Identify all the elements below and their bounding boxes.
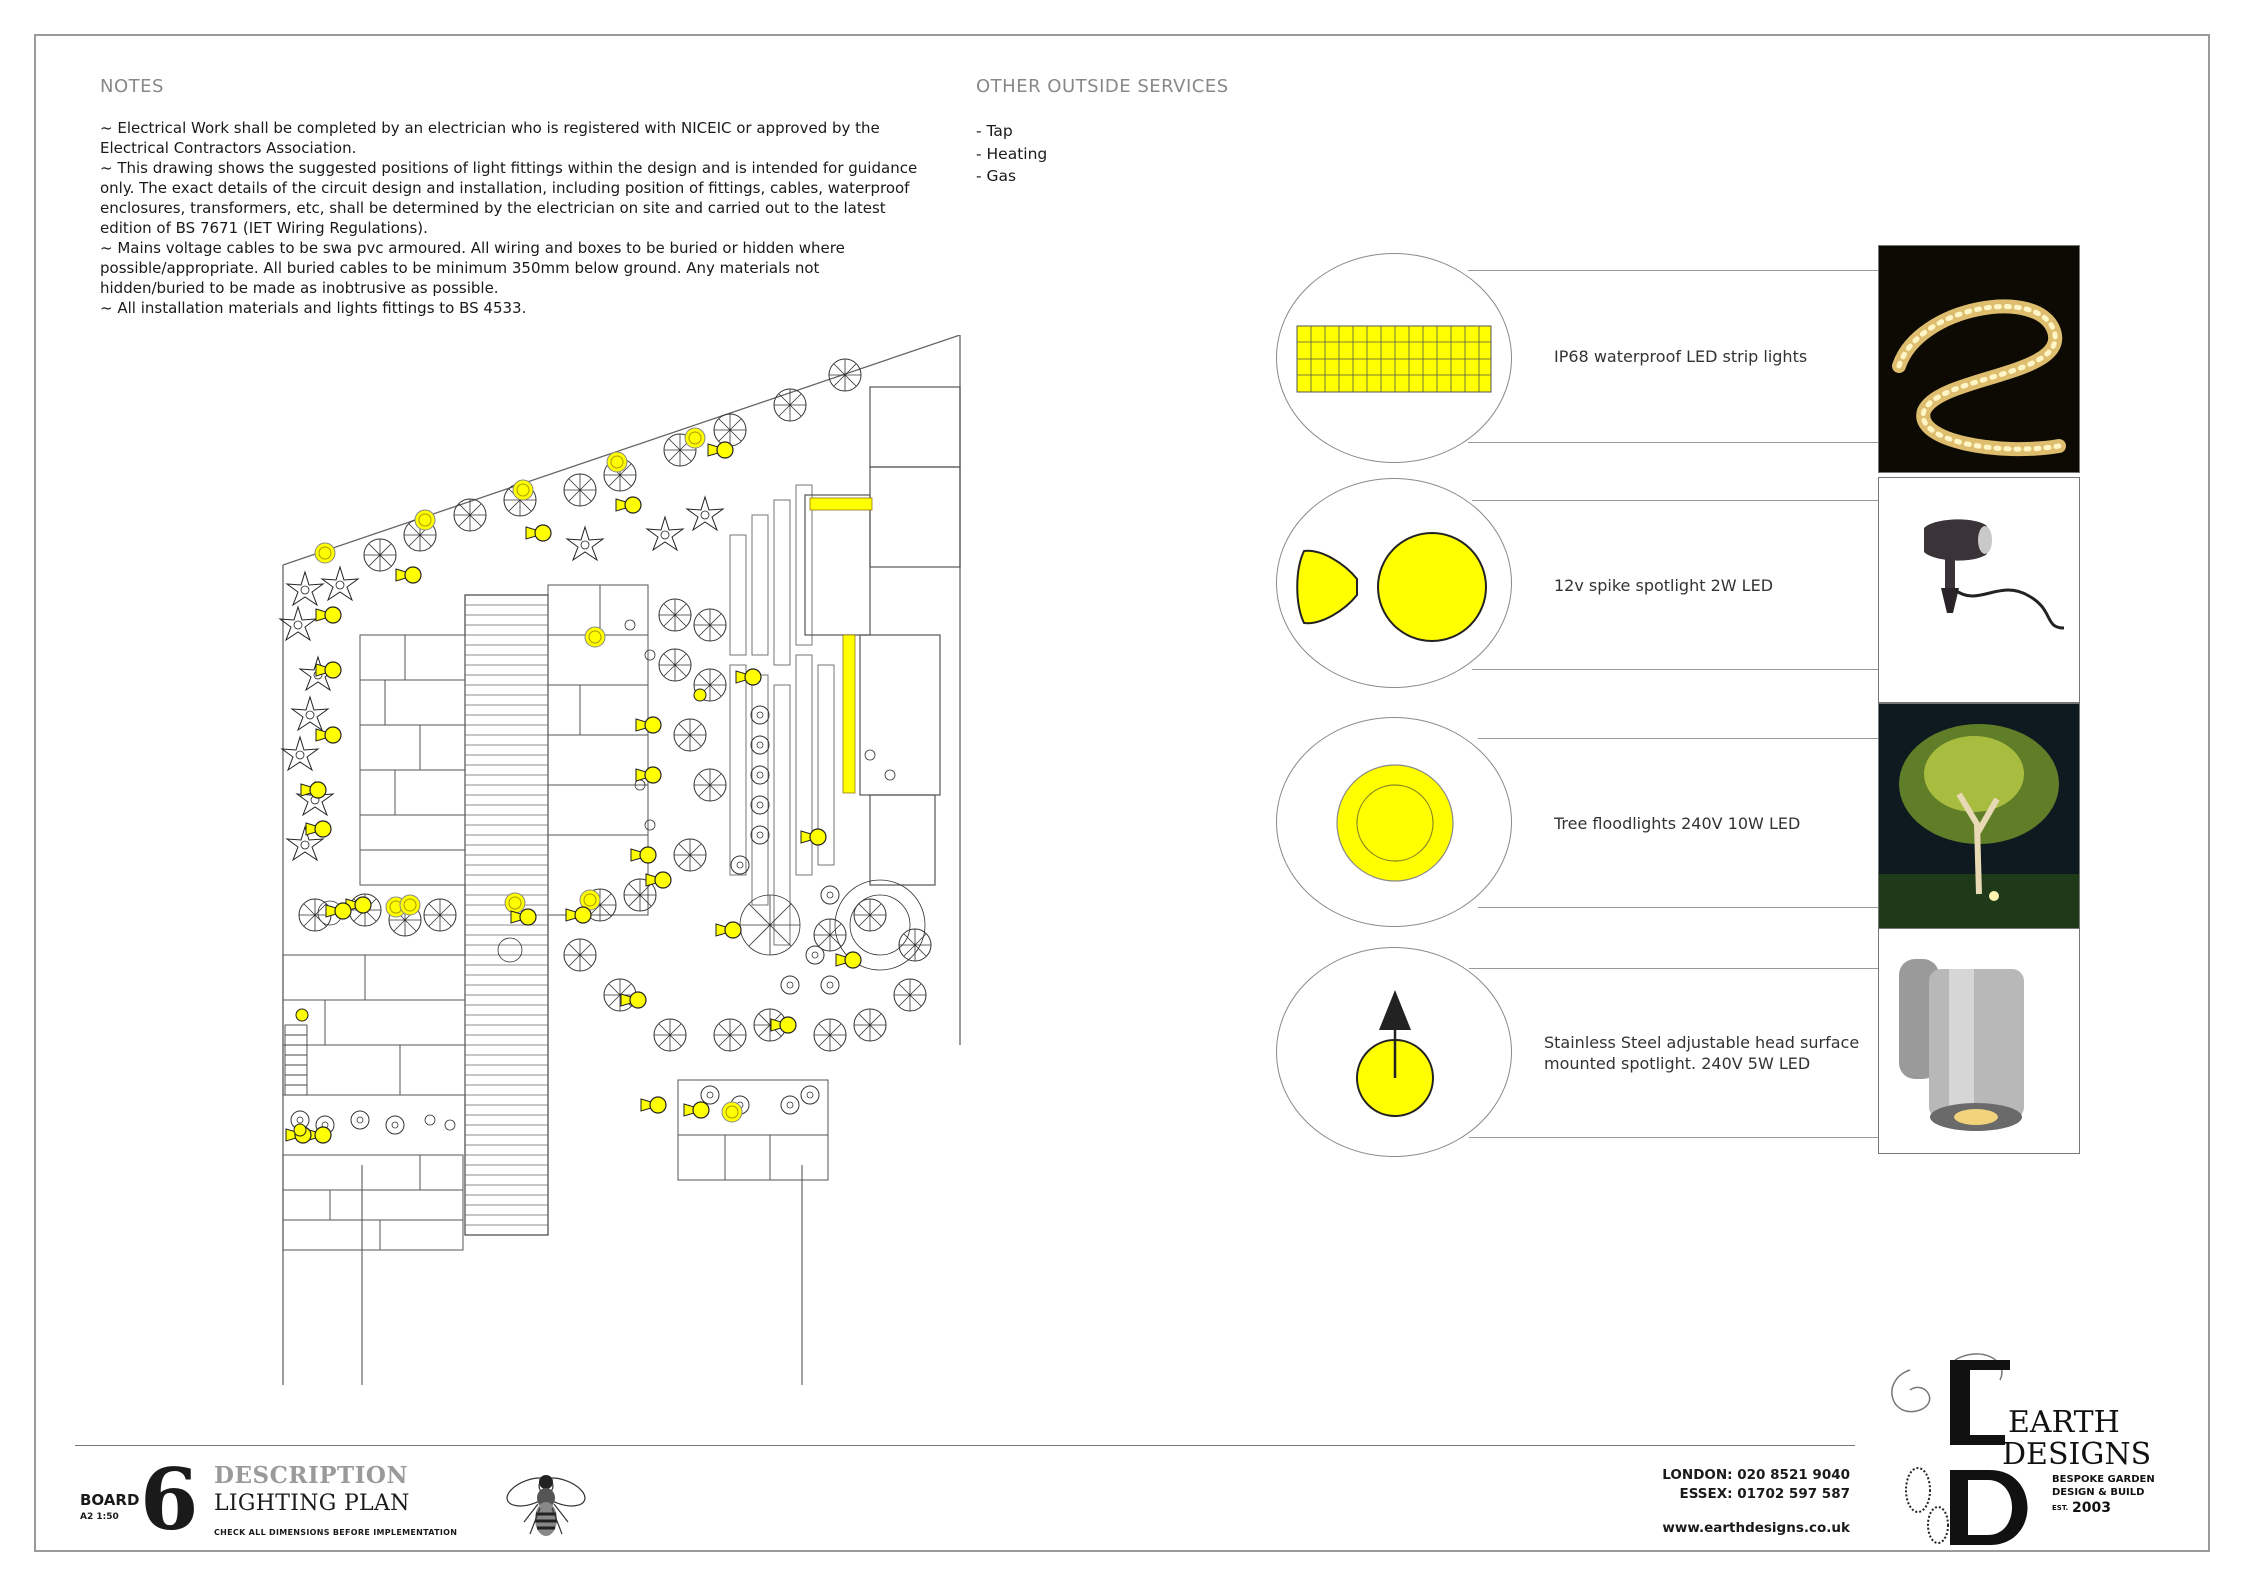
- garden-lighting-plan: [270, 335, 970, 1395]
- note-standards: ~ All installation materials and lights fittings to BS 4533.: [100, 299, 527, 317]
- service-gas: - Gas: [976, 167, 1017, 185]
- board-scale: A2 1:50: [80, 1512, 119, 1522]
- legend-line: [1468, 270, 1878, 271]
- earth-designs-logo: [1880, 1340, 2180, 1550]
- essex-phone: ESSEX: 01702 597 587: [1679, 1486, 1850, 1502]
- board-number: 6: [140, 1450, 199, 1549]
- note-cables: ~ Mains voltage cables to be swa pvc armoured. All wiring and boxes to be buried or hidden where possible/appropriate. All buried cables to be minimum 350mm below ground. Any materials not hidden/buried to be made as inobtrusive as possible.: [100, 239, 845, 297]
- led-strip-symbol-icon: [1276, 253, 1512, 463]
- logo-tag1: BESPOKE GARDEN: [2052, 1474, 2155, 1485]
- logo-designs: DESIGNS: [2002, 1437, 2152, 1472]
- legend-line: [1469, 1137, 1878, 1138]
- other-services-title: OTHER OUTSIDE SERVICES: [976, 76, 1229, 97]
- spike-spotlight-symbol-icon: [1276, 478, 1512, 688]
- legend-label: Stainless Steel adjustable head surface mounted spotlight. 240V 5W LED: [1544, 1033, 1860, 1073]
- legend-line: [1472, 500, 1878, 501]
- footprints-icon: [1906, 1468, 1948, 1543]
- legend-wall-spotlight: [1276, 947, 2081, 1157]
- london-phone: LONDON: 020 8521 9040: [1662, 1467, 1850, 1483]
- note-electrician: ~ Electrical Work shall be completed by an electrician who is registered with NICEIC or approved by the Electrical Contractors Association.: [100, 119, 880, 157]
- legend-line: [1478, 907, 1878, 908]
- description-heading: DESCRIPTION: [214, 1462, 408, 1489]
- spike-spotlight-photo: [1878, 477, 2080, 703]
- board-label: BOARD: [80, 1491, 140, 1509]
- other-services-list: [976, 120, 1047, 188]
- check-dimensions-note: CHECK ALL DIMENSIONS BEFORE IMPLEMENTATION: [214, 1528, 458, 1537]
- led-strip-photo: [1878, 245, 2080, 473]
- legend-line: [1468, 442, 1878, 443]
- tree-floodlight-photo: [1878, 703, 2080, 931]
- logo-est: EST.: [2052, 1504, 2069, 1512]
- service-tap: - Tap: [976, 122, 1013, 140]
- footer-rule: [75, 1445, 1855, 1446]
- logo-tag2: DESIGN & BUILD: [2052, 1487, 2145, 1498]
- legend-spike-spotlight: [1276, 477, 2081, 687]
- legend-led-strip: [1276, 249, 2081, 475]
- legend-label: IP68 waterproof LED strip lights: [1554, 347, 1808, 366]
- logo-year: 2003: [2072, 1500, 2111, 1516]
- legend-line: [1478, 738, 1878, 739]
- description-value: LIGHTING PLAN: [214, 1491, 410, 1516]
- bee-icon: [500, 1464, 592, 1542]
- notes-title: NOTES: [100, 76, 164, 97]
- website-link[interactable]: www.earthdesigns.co.uk: [1662, 1520, 1850, 1536]
- legend-tree-floodlight: [1276, 717, 2081, 943]
- legend-label: 12v spike spotlight 2W LED: [1554, 576, 1774, 595]
- wall-spotlight-symbol-icon: [1276, 947, 1512, 1157]
- legend-line: [1469, 968, 1878, 969]
- wall-spotlight-photo: [1878, 928, 2080, 1154]
- notes-body: [100, 118, 920, 318]
- note-guidance: ~ This drawing shows the suggested positions of light fittings within the design and is intended for guidance only. The exact details of the circuit design and installation, including position of fittings, cables, waterproof enclosures, transformers, etc, shall be determined by the electrician on site and carried out to the latest edition of BS 7671 (IET Wiring Regulations).: [100, 159, 918, 237]
- legend-label: Tree floodlights 240V 10W LED: [1554, 814, 1801, 833]
- logo-earth: EARTH: [2008, 1405, 2120, 1440]
- legend-line: [1472, 669, 1878, 670]
- service-heating: - Heating: [976, 144, 1048, 163]
- tree-floodlight-symbol-icon: [1276, 717, 1512, 927]
